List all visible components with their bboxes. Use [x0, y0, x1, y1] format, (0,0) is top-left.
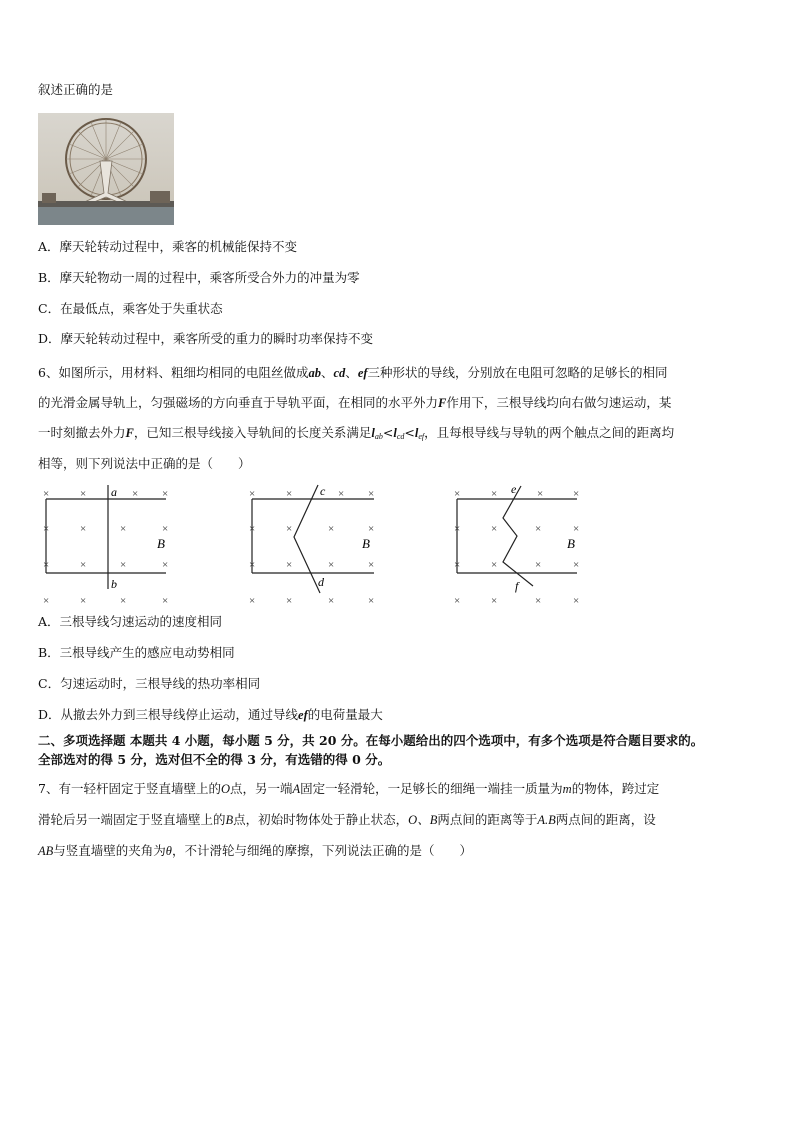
q7-stem-line3: AB与竖直墙壁的夹角为θ，不计滑轮与细绳的摩擦，下列说法正确的是（ ） — [38, 843, 472, 858]
label-B3: B — [567, 536, 575, 551]
svg-text:×: × — [286, 523, 293, 535]
svg-text:×: × — [286, 488, 293, 500]
svg-text:×: × — [537, 488, 544, 500]
svg-text:×: × — [491, 559, 498, 571]
wire-ef — [503, 486, 533, 586]
svg-text:×: × — [43, 595, 50, 607]
svg-text:×: × — [162, 488, 169, 500]
svg-text:×: × — [328, 523, 335, 535]
svg-text:×: × — [328, 595, 335, 607]
q7-stem-line1: 7、有一轻杆固定于竖直墙壁上的O点，另一端A固定一轻滑轮，一足够长的细绳一端挂一质量为m的物体，跨过定 — [38, 781, 660, 796]
svg-text:×: × — [491, 523, 498, 535]
svg-text:×: × — [328, 559, 335, 571]
svg-text:×: × — [80, 523, 87, 535]
q6-stem-line2: 的光滑金属导轨上，匀强磁场的方向垂直于导轨平面，在相同的水平外力F作用下，三根导线均向右做匀速运动，某 — [38, 395, 672, 410]
svg-text:×: × — [162, 559, 169, 571]
label-d: d — [318, 575, 324, 589]
label-B2: B — [362, 536, 370, 551]
svg-text:×: × — [249, 488, 256, 500]
svg-text:×: × — [491, 595, 498, 607]
rail-diagram-cd — [242, 482, 392, 608]
svg-text:×: × — [338, 488, 345, 500]
svg-text:×: × — [120, 595, 127, 607]
q7-stem-line2: 滑轮后另一端固定于竖直墙壁上的B点，初始时物体处于静止状态，O、B两点间的距离等于A.B两点间的距离，设 — [38, 812, 656, 827]
ferris-wheel-photo — [38, 113, 174, 225]
svg-text:×: × — [43, 559, 50, 571]
svg-text:×: × — [162, 595, 169, 607]
svg-text:×: × — [120, 559, 127, 571]
wire-cd — [294, 485, 320, 593]
q5-option-d: D．摩天轮转动过程中，乘客所受的重力的瞬时功率保持不变 — [38, 331, 374, 346]
svg-text:×: × — [535, 523, 542, 535]
label-c: c — [320, 484, 326, 498]
label-b: b — [111, 577, 117, 591]
q6-stem-line4: 相等，则下列说法中正确的是（ ） — [38, 456, 251, 471]
svg-text:×: × — [162, 523, 169, 535]
q6-stem-line3: 一时刻撤去外力F，已知三根导线接入导轨间的长度关系满足$l_{ab}<l_{cd}<l_{ef}$，且每根导线与导轨的两个触点之间的距离均 — [38, 425, 675, 441]
q6-option-c: C．匀速运动时，三根导线的热功率相同 — [38, 676, 261, 691]
q5-option-a: A．摩天轮转动过程中，乘客的机械能保持不变 — [38, 239, 298, 254]
q6-stem-line1: 6、如图所示，用材料、粗细均相同的电阻丝做成ab、cd、ef三种形状的导线，分别放在电阻可忽略的足够长的相同 — [38, 365, 668, 380]
svg-text:×: × — [535, 559, 542, 571]
svg-text:×: × — [573, 523, 580, 535]
svg-text:×: × — [368, 523, 375, 535]
label-f: f — [515, 579, 519, 593]
section2-heading-line2: 全部选对的得 5 分，选对但不全的得 3 分，有选错的得 0 分。 — [38, 752, 391, 767]
svg-text:×: × — [368, 488, 375, 500]
label-a: a — [111, 485, 117, 499]
rail-diagram-ab — [36, 482, 186, 608]
q6-option-b: B．三根导线产生的感应电动势相同 — [38, 645, 235, 660]
rail-diagram-ef — [447, 482, 597, 608]
svg-text:×: × — [454, 523, 461, 535]
svg-text:×: × — [43, 523, 50, 535]
svg-text:×: × — [454, 488, 461, 500]
svg-text:×: × — [249, 523, 256, 535]
label-B1: B — [157, 536, 165, 551]
svg-text:×: × — [286, 595, 293, 607]
intro-text: 叙述正确的是 — [38, 82, 114, 97]
svg-text:×: × — [535, 595, 542, 607]
svg-text:×: × — [454, 559, 461, 571]
svg-text:×: × — [80, 488, 87, 500]
svg-text:×: × — [286, 559, 293, 571]
svg-text:×: × — [368, 559, 375, 571]
svg-text:×: × — [249, 595, 256, 607]
svg-text:×: × — [573, 559, 580, 571]
svg-text:×: × — [491, 488, 498, 500]
svg-text:×: × — [368, 595, 375, 607]
svg-text:×: × — [80, 595, 87, 607]
q6-option-a: A．三根导线匀速运动的速度相同 — [38, 614, 223, 629]
svg-text:×: × — [120, 523, 127, 535]
svg-text:×: × — [80, 559, 87, 571]
label-e: e — [511, 482, 517, 496]
section2-heading-line1: 二、多项选择题 本题共 4 小题，每小题 5 分，共 20 分。在每小题给出的四个选项中，有多个选项是符合题目要求的。 — [38, 733, 704, 748]
q5-option-b: B．摩天轮物动一周的过程中，乘客所受合外力的冲量为零 — [38, 270, 360, 285]
svg-text:×: × — [454, 595, 461, 607]
svg-text:×: × — [249, 559, 256, 571]
svg-text:×: × — [573, 595, 580, 607]
svg-text:×: × — [43, 488, 50, 500]
svg-text:×: × — [132, 488, 139, 500]
q6-option-d: D．从撤去外力到三根导线停止运动，通过导线ef的电荷量最大 — [38, 707, 383, 722]
q5-option-c: C．在最低点，乘客处于失重状态 — [38, 301, 223, 316]
svg-text:×: × — [573, 488, 580, 500]
